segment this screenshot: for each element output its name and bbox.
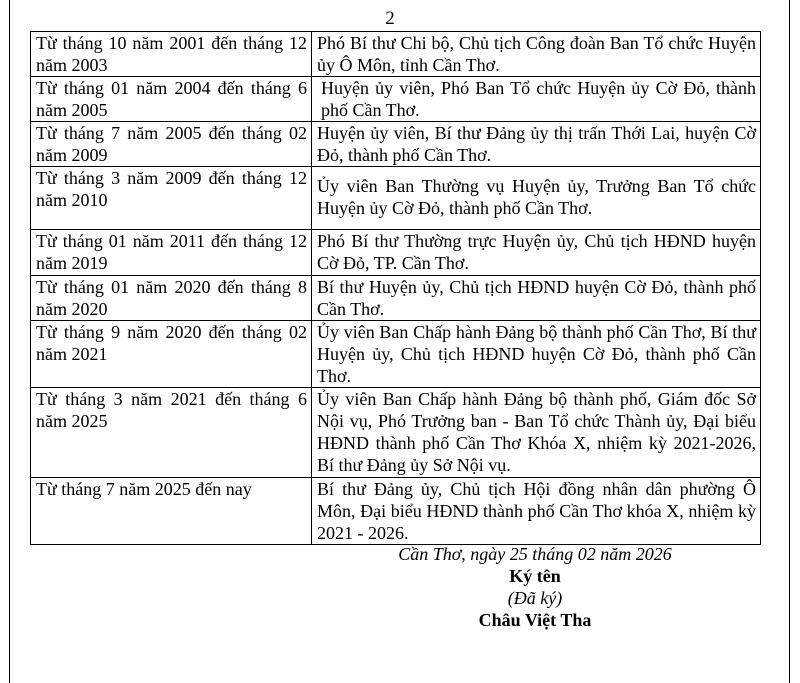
- table-row: [31, 276, 761, 321]
- signature-title: Ký tên: [509, 566, 561, 586]
- period-cell: Từ tháng 01 năm 2011 đến tháng 12 năm 2019: [31, 230, 312, 276]
- role-cell: Phó Bí thư Chi bộ, Chủ tịch Công đoàn Ban Tổ chức Huyện ủy Ô Môn, tỉnh Cần Thơ.: [312, 32, 761, 77]
- table-row: [31, 122, 761, 167]
- role-cell: Huyện ủy viên, Phó Ban Tổ chức Huyện ủy Cờ Đỏ, thành phố Cần Thơ.: [312, 77, 761, 122]
- signature-block: [380, 543, 690, 631]
- table-row: [31, 167, 761, 230]
- table-row: [31, 321, 761, 388]
- table-row: [31, 388, 761, 478]
- period-cell: Từ tháng 7 năm 2025 đến nay: [31, 478, 312, 545]
- role-cell: Bí thư Đảng ủy, Chủ tịch Hội đồng nhân dân phường Ô Môn, Đại biểu HĐND thành phố Cần Thơ khóa X, nhiệm kỳ 2021 - 2026.: [312, 478, 761, 545]
- period-cell: Từ tháng 3 năm 2009 đến tháng 12 năm 2010: [31, 167, 312, 230]
- period-cell: Từ tháng 01 năm 2020 đến tháng 8 năm 2020: [31, 276, 312, 321]
- role-cell: Ủy viên Ban Chấp hành Đảng bộ thành phố, Giám đốc Sở Nội vụ, Phó Trưởng ban - Ban Tổ chức Thành ủy, Đại biểu HĐND thành phố Cần Thơ Khóa X, nhiệm kỳ 2021-2026, Bí thư Đảng ủy Sở Nội vụ.: [312, 388, 761, 478]
- period-cell: Từ tháng 7 năm 2005 đến tháng 02 năm 2009: [31, 122, 312, 167]
- place-date: Cần Thơ, ngày 25 tháng 02 năm 2026: [398, 544, 672, 564]
- signed-note: (Đã ký): [507, 588, 563, 608]
- table-row: [31, 77, 761, 122]
- role-cell: Phó Bí thư Thường trực Huyện ủy, Chủ tịch HĐND huyện Cờ Đỏ, TP. Cần Thơ.: [312, 230, 761, 276]
- role-cell: Huyện ủy viên, Bí thư Đảng ủy thị trấn Thới Lai, huyện Cờ Đỏ, thành phố Cần Thơ.: [312, 122, 761, 167]
- table-row: [31, 32, 761, 77]
- period-cell: Từ tháng 01 năm 2004 đến tháng 6 năm 2005: [31, 77, 312, 122]
- table-row: [31, 478, 761, 545]
- period-cell: Từ tháng 10 năm 2001 đến tháng 12 năm 2003: [31, 32, 312, 77]
- page-number: 2: [385, 8, 395, 29]
- role-cell: Ủy viên Ban Thường vụ Huyện ủy, Trưởng Ban Tổ chức Huyện ủy Cờ Đỏ, thành phố Cần Thơ.: [312, 167, 761, 230]
- role-cell: Ủy viên Ban Chấp hành Đảng bộ thành phố Cần Thơ, Bí thư Huyện ủy, Chủ tịch HĐND huyện Cờ Đỏ, thành phố Cần Thơ.: [312, 321, 761, 388]
- career-timeline-table: [30, 31, 761, 545]
- period-cell: Từ tháng 3 năm 2021 đến tháng 6 năm 2025: [31, 388, 312, 478]
- signer-name: Châu Việt Tha: [478, 610, 592, 630]
- table-row: [31, 230, 761, 276]
- role-cell: Bí thư Huyện ủy, Chủ tịch HĐND huyện Cờ Đỏ, thành phố Cần Thơ.: [312, 276, 761, 321]
- period-cell: Từ tháng 9 năm 2020 đến tháng 02 năm 2021: [31, 321, 312, 388]
